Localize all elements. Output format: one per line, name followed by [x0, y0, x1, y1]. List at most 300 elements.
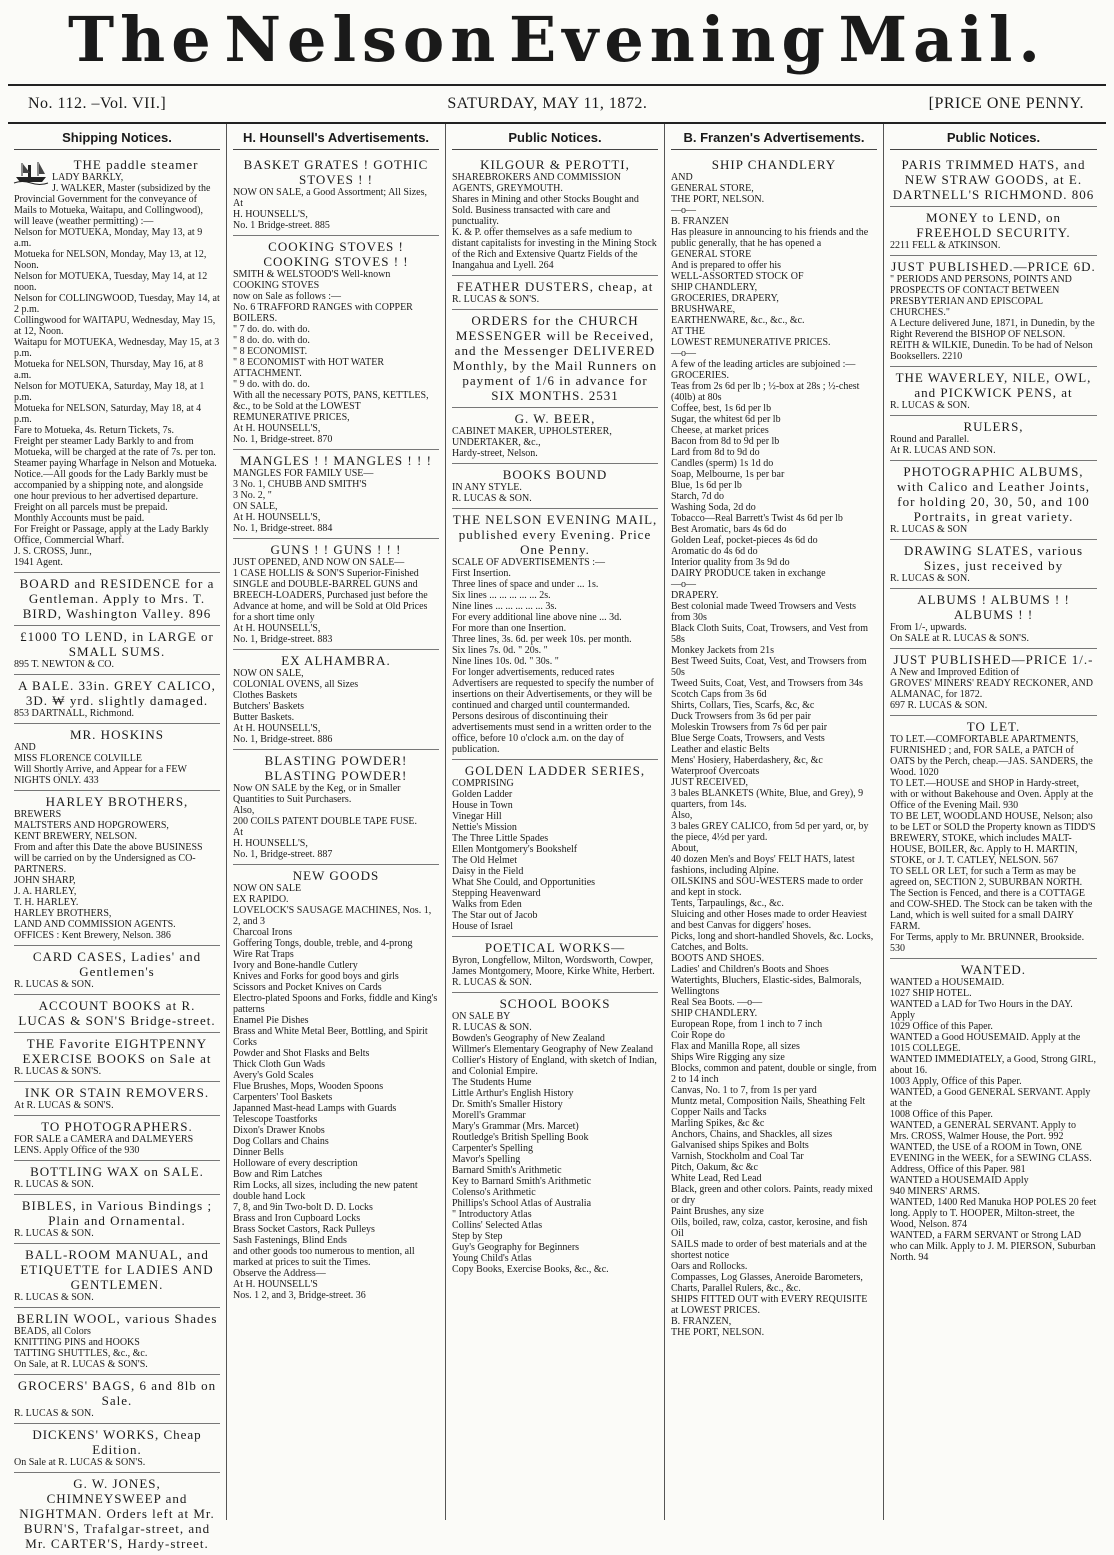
ad-text: Thick Cloth Gun Wads: [233, 1059, 326, 1070]
ad-text: Canvas, No. 1 to 7, from 1s per yard: [671, 1085, 817, 1096]
ad-title: THE NELSON EVENING MAIL, published every Evening. Price One Penny.: [452, 512, 658, 557]
ad-text: WELL-ASSORTED STOCK OF: [671, 271, 804, 282]
ad-text: FOR SALE a CAMERA and DALMEYERS LENS. Apply Office of the 930: [14, 1134, 194, 1156]
column: [227, 124, 446, 1520]
ad-text: Bowden's Geography of New Zealand: [452, 1033, 605, 1044]
advertisement: [452, 310, 658, 408]
ad-text: IN ANY STYLE.: [452, 482, 522, 493]
ad-text: MALTSTERS AND HOPGROWERS,: [14, 820, 169, 831]
ad-text: R. LUCAS & SON.: [14, 1408, 94, 1419]
column-heading: Public Notices.: [890, 124, 1097, 150]
ad-text: Varnish, Stockholm and Coal Tar: [671, 1151, 804, 1162]
ad-title: THE Favorite EIGHTPENNY EXERCISE BOOKS on Sale at: [22, 1036, 212, 1066]
advertisement: [890, 959, 1097, 1267]
issue-date: SATURDAY, MAY 11, 1872.: [447, 95, 648, 112]
ad-text: Also,: [671, 810, 693, 821]
ad-title: THE WAVERLEY, NILE, OWL, and PICKWICK PENS, at: [895, 370, 1092, 400]
advertisement: [14, 1195, 220, 1244]
ad-text: Butchers' Baskets: [233, 701, 304, 712]
ad-text: NOW ON SALE: [233, 883, 302, 894]
ad-text: Sugar, the whitest 6d per lb: [671, 414, 781, 425]
ad-text: J. A. HARLEY,: [14, 886, 77, 897]
ad-text: The Students Hume: [452, 1077, 532, 1088]
ad-text: 1027 SHIP HOTEL.: [890, 988, 972, 999]
ad-text: Goffering Tongs, double, treble, and 4-prong: [233, 938, 413, 949]
ad-text: Fare to Motueka, 4s. Return Tickets, 7s.: [14, 425, 174, 436]
ad-text: No. 1, Bridge-street. 870: [233, 434, 333, 445]
ad-text: DRAPERY.: [671, 590, 719, 601]
ad-title: GOLDEN LADDER SERIES,: [464, 763, 646, 778]
ad-text: On SALE at R. LUCAS & SON'S.: [890, 633, 1030, 644]
ad-text: Galvanised ships Spikes and Bolts: [671, 1140, 809, 1151]
ad-text: AT THE: [671, 326, 705, 337]
ad-text: COMPRISING: [452, 778, 514, 789]
ad-text: Butter Baskets.: [233, 712, 295, 723]
ad-text: —o—: [671, 579, 696, 590]
ad-text: NOW ON SALE,: [233, 668, 304, 679]
advertisement: [452, 509, 658, 760]
ad-text: WANTED, a Good GENERAL SERVANT. Apply at the: [890, 1087, 1091, 1109]
ad-text: Japanned Mast-head Lamps with Guards: [233, 1103, 397, 1114]
ad-title: ALBUMS ! ALBUMS ! ! ALBUMS ! !: [917, 592, 1070, 622]
ad-text: JUST RECEIVED,: [671, 777, 749, 788]
advertisement: [14, 1082, 220, 1116]
ad-title: SHIP CHANDLERY: [711, 157, 837, 172]
advertisement: [890, 207, 1097, 256]
ad-text: R. LUCAS & SON.: [890, 400, 970, 411]
ad-text: Three lines, 3s. 6d. per week 10s. per month.: [452, 634, 632, 645]
ad-text: 940 MINERS' ARMS.: [890, 1186, 980, 1197]
ad-title: BASKET GRATES ! GOTHIC STOVES ! !: [243, 157, 429, 187]
ad-text: Motueka for NELSON, Thursday, May 16, at 8 a.m.: [14, 359, 204, 381]
ad-text: Wire Rat Traps: [233, 949, 294, 960]
ad-text: Six lines 7s. 0d. " 20s. ": [452, 645, 548, 656]
ad-text: And is prepared to offer his: [671, 260, 782, 271]
ad-text: Flax and Manilla Rope, all sizes: [671, 1041, 800, 1052]
ad-text: At: [233, 198, 243, 209]
ad-text: NOW ON SALE, a Good Assortment; All Sizes,: [233, 187, 427, 198]
ad-text: Compasses, Log Glasses, Aneroide Barometers, Charts, Parallel Rulers, &c., &c.: [671, 1272, 863, 1294]
ad-text: Vinegar Hill: [452, 811, 502, 822]
ad-text: AND: [671, 172, 693, 183]
ad-text: JUST OPENED, AND NOW ON SALE—: [233, 557, 405, 568]
issue-number: No. 112. –Vol. VII.]: [28, 95, 167, 112]
ad-text: Real Sea Boots. —o—: [671, 997, 763, 1008]
ad-text: REITH & WILKIE, Dunedin. To be had of Nelson Booksellers. 2210: [890, 340, 1093, 362]
ad-text: The Three Little Spades: [452, 833, 549, 844]
ad-text: Powder and Shot Flasks and Belts: [233, 1048, 370, 1059]
ad-text: 1 CASE HOLLIS & SON'S Superior-Finished SINGLE and DOUBLE-BARREL GUNS and BREECH-LOADERS, Purchased just before the Advance at home, and will be Sold at Old Prices for a short time only: [233, 568, 428, 623]
ad-text: now on Sale as follows :—: [233, 291, 342, 302]
ad-text: GENERAL STORE,: [671, 183, 754, 194]
ad-text: R. LUCAS & SON.: [14, 1228, 94, 1239]
ad-text: Dixon's Drawer Knobs: [233, 1125, 325, 1136]
ad-text: Daisy in the Field: [452, 866, 524, 877]
ad-title: GUNS ! ! GUNS ! ! !: [270, 542, 402, 557]
ad-text: Blocks, common and patent, double or single, from 2 to 14 inch: [671, 1063, 877, 1085]
ad-text: At H. HOUNSELL'S,: [233, 723, 321, 734]
ad-text: THE PORT, NELSON.: [671, 194, 765, 205]
ad-text: House of Israel: [452, 921, 514, 932]
advertisement: [890, 716, 1097, 959]
ad-title: RULERS,: [963, 419, 1024, 434]
ad-text: GROVES' MINERS' READY RECKONER, AND ALMANAC, for 1872.: [890, 678, 1093, 700]
ad-text: The Old Helmet: [452, 855, 517, 866]
ad-text: R. LUCAS & SON.: [14, 1179, 94, 1190]
column-heading: Public Notices.: [452, 124, 658, 150]
ad-title: BERLIN WOOL, various Shades: [16, 1311, 218, 1326]
ad-text: Moleskin Trowsers from 7s 6d per pair: [671, 722, 828, 733]
ad-text: J. WALKER, Master (subsidized by the Provincial Government for the conveyance of Mails to Motueka, Waitapu, and Collingwood), will leave (weather permitting) :—: [14, 183, 211, 227]
ad-title: ACCOUNT BOOKS at R. LUCAS & SON'S Bridge-street.: [18, 998, 216, 1028]
ad-text: —o—: [671, 348, 696, 359]
ad-text: Bacon from 8d to 9d per lb: [671, 436, 780, 447]
advertisement: [14, 1033, 220, 1082]
ad-text: KENT BREWERY, NELSON.: [14, 831, 137, 842]
ad-title: G. W. BEER,: [514, 411, 596, 426]
ad-text: Sash Fastenings, Blind Ends: [233, 1235, 347, 1246]
advertisement: [233, 539, 439, 650]
ad-title: MONEY to LEND, on FREEHOLD SECURITY.: [916, 210, 1071, 240]
ad-text: Ladies' and Children's Boots and Shoes: [671, 964, 829, 975]
ad-text: SHIP CHANDLERY,: [671, 282, 758, 293]
ad-text: Now ON SALE by the Keg, or in Smaller Quantities to Suit Purchasers.: [233, 783, 401, 805]
ad-text: Key to Barnard Smith's Arithmetic: [452, 1176, 592, 1187]
ad-text: Sluicing and other Hoses made to order Heaviest and best Canvas for diggers' hoses.: [671, 909, 867, 931]
ad-text: SMITH & WELSTOOD'S Well-known: [233, 269, 391, 280]
advertisement: [452, 276, 658, 310]
ad-title: POETICAL WORKS—: [484, 940, 626, 955]
ad-text: A Lecture delivered June, 1871, in Dunedin, by the Right Reverend the BISHOP OF NELSON.: [890, 318, 1095, 340]
ad-text: Has pleasure in announcing to his friends and the public generally, that he has opened a: [671, 227, 869, 249]
ad-text: 1941 Agent.: [14, 557, 63, 568]
ad-text: R. LUCAS & SON'S.: [14, 1066, 102, 1077]
ad-text: 1015 COLLEGE.: [890, 1043, 961, 1054]
ad-text: Ivory and Bone-handle Cutlery: [233, 960, 358, 971]
ad-text: Black, green and other colors. Paints, ready mixed or dry: [671, 1184, 873, 1206]
ad-text: At: [233, 827, 243, 838]
ad-text: Also,: [233, 805, 255, 816]
ad-text: JOHN SHARP,: [14, 875, 76, 886]
ad-text: BOOTS AND SHOES.: [671, 953, 765, 964]
advertisement: [890, 154, 1097, 207]
ad-title: BOTTLING WAX on SALE.: [30, 1164, 204, 1179]
ad-text: 853 DARTNALL, Richmond.: [14, 708, 134, 719]
ad-text: Tobacco—Real Barrett's Twist 4s 6d per lb: [671, 513, 843, 524]
ad-text: For more than one Insertion.: [452, 623, 567, 634]
ad-text: Copper Nails and Tacks: [671, 1107, 767, 1118]
ad-text: Notice.—All goods for the Lady Barkly must be accompanied by a shipping note, and alongside one hour previous to her advertised departure.: [14, 469, 208, 502]
ad-text: Soap, Melbourne, 1s per bar: [671, 469, 785, 480]
column: [884, 124, 1103, 1520]
ad-text: For Terms, apply to Mr. BRUNNER, Brookside. 530: [890, 932, 1085, 954]
ad-text: Stepping Heavenward: [452, 888, 541, 899]
ad-text: At H. HOUNSELL'S,: [233, 423, 321, 434]
steamer-ship-icon: [14, 159, 48, 185]
ad-text: SHIP CHANDLERY.: [671, 1008, 758, 1019]
ad-text: K. & P. offer themselves as a safe medium to distant capitalists for investing in the Mining Stock of the Rich and Extensive Quartz Fields of the Inangahua and Lyell. 264: [452, 227, 657, 271]
ad-text: " Introductory Atlas: [452, 1209, 532, 1220]
ad-text: Ships Wire Rigging any size: [671, 1052, 785, 1063]
ad-text: What She Could, and Opportunities: [452, 877, 596, 888]
ad-text: Freight per steamer Lady Barkly to and from Motueka, will be charged at the rate of 7s. per ton. Steamer paying Wharfage in Nelson and Motueka.: [14, 436, 217, 469]
ad-text: " 7 do. do. with do.: [233, 324, 310, 335]
ad-title: COOKING STOVES ! COOKING STOVES ! !: [263, 239, 409, 269]
ad-text: SCALE OF ADVERTISEMENTS :—: [452, 557, 606, 568]
advertisement: [233, 650, 439, 750]
ad-text: WANTED a Good HOUSEMAID. Apply at the: [890, 1032, 1081, 1043]
ad-title: MR. HOSKINS: [69, 727, 165, 742]
ad-text: White Lead, Red Lead: [671, 1173, 762, 1184]
advertisement: [452, 154, 658, 276]
ad-title: £1000 TO LEND, in LARGE or SMALL SUMS.: [20, 629, 214, 659]
ad-text: Three lines of space and under ... 1s.: [452, 579, 599, 590]
ad-text: Candles (sperm) 1s 1d do: [671, 458, 774, 469]
ad-text: TO SELL OR LET, for such a Term as may be agreed on, SECTION 2, SUBURBAN NORTH. The Section is Fenced, and there is a COTTAGE and COW-SHED. The Stock can be taken with the Land, which is well suited for a small DAIRY FARM.: [890, 866, 1093, 932]
ad-text: For every additional line above nine ... 3d.: [452, 612, 622, 623]
ad-text: WANTED, 1400 Red Manuka HOP POLES 20 feet long. Apply to T. HOOPER, Milton-street, the Wood, Nelson. 874: [890, 1197, 1097, 1230]
advertisement: [14, 946, 220, 995]
ad-text: Best colonial made Tweed Trowsers and Vests from 30s: [671, 601, 857, 623]
ad-text: Advertisers are requested to specify the number of insertions on their Advertisements, or they will be continued and charged until countermanded.: [452, 678, 654, 711]
ad-text: About,: [671, 843, 699, 854]
advertisement: [890, 367, 1097, 416]
ad-text: Paint Brushes, any size: [671, 1206, 764, 1217]
ad-title: PHOTOGRAPHIC ALBUMS, with Calico and Leather Joints, for holding 20, 30, 50, and 100 Portraits, in great variety.: [896, 464, 1091, 524]
ad-text: KNITTING PINS and HOOKS: [14, 1337, 140, 1348]
ad-text: Bow and Rim Latches: [233, 1169, 323, 1180]
ad-text: Carpenter's Spelling: [452, 1143, 533, 1154]
advertisement: [14, 1308, 220, 1375]
ad-text: Guy's Geography for Beginners: [452, 1242, 580, 1253]
ad-text: No. 1, Bridge-street. 883: [233, 634, 333, 645]
ad-text: Waitapu for MOTUEKA, Wednesday, May 15, at 3 p.m.: [14, 337, 220, 359]
ad-text: " PERIODS AND PERSONS, POINTS AND PROSPECTS OF CONTACT BETWEEN PRESBYTERIAN AND EPISCOPAL CHURCHES.": [890, 274, 1072, 318]
ad-title: NEW GOODS: [292, 868, 380, 883]
ad-title: INK OR STAIN REMOVERS.: [24, 1085, 210, 1100]
ad-text: The Star out of Jacob: [452, 910, 538, 921]
ad-text: COOKING STOVES: [233, 280, 320, 291]
ad-text: R. LUCAS & SON.: [14, 1292, 94, 1303]
ad-text: B. FRANZEN: [671, 216, 729, 227]
ad-text: TO BE LET, WOODLAND HOUSE, Nelson; also to be LET or SOLD the Property known as TIDD'S BREWERY, STOKE, which includes MALT-HOUSE, BOILER, &c. Apply to H. MARTIN, STOKE, or J. T. CATLEY, NELSON. 567: [890, 811, 1096, 866]
ad-text: DAIRY PRODUCE taken in exchange: [671, 568, 826, 579]
advertisement: [14, 675, 220, 724]
ad-text: 1008 Office of this Paper.: [890, 1109, 993, 1120]
ad-text: BRUSHWARE,: [671, 304, 736, 315]
ad-text: Mavor's Spelling: [452, 1154, 521, 1165]
ad-text: Duck Trowsers from 3s 6d per pair: [671, 711, 811, 722]
ad-title: BIBLES, in Various Bindings ; Plain and Ornamental.: [21, 1198, 213, 1228]
ad-text: 3 bales GREY CALICO, from 5d per yard, or, by the piece, 4½d per yard.: [671, 821, 869, 843]
ad-text: Mens' Hosiery, Haberdashery, &c, &c: [671, 755, 823, 766]
ad-title: BLASTING POWDER! BLASTING POWDER!: [264, 753, 408, 783]
ad-text: R. LUCAS & SON.: [452, 493, 532, 504]
ad-text: Walks from Eden: [452, 899, 522, 910]
ad-text: BREWERS: [14, 809, 62, 820]
ad-title: BOARD and RESIDENCE for a Gentleman. Apply to Mrs. T. BIRD, Washington Valley. 896: [19, 576, 215, 621]
ad-text: At R. LUCAS & SON'S.: [14, 1100, 114, 1111]
ad-text: Tents, Tarpaulings, &c., &c.: [671, 898, 784, 909]
ad-text: Colenso's Arithmetic: [452, 1187, 536, 1198]
ad-text: Brass Socket Castors, Rack Pulleys: [233, 1224, 375, 1235]
ad-text: TO LET.—COMFORTABLE APARTMENTS, FURNISHED ; and, FOR SALE, a PATCH of OATS by the Perch, cheap.—JAS. SANDERS, the Wood. 1020: [890, 734, 1093, 778]
ad-text: LAND AND COMMISSION AGENTS.: [14, 919, 176, 930]
ad-text: Dinner Bells: [233, 1147, 284, 1158]
column-heading: Shipping Notices.: [14, 124, 220, 150]
ad-text: WANTED a HOUSEMAID.: [890, 977, 1005, 988]
advertisement: [233, 750, 439, 865]
ad-text: Cheese, at market prices: [671, 425, 769, 436]
ad-text: Nine lines ... ... ... ... ... 3s.: [452, 601, 557, 612]
ad-title: ORDERS for the CHURCH MESSENGER will be Received, and the Messenger DELIVERED Monthly, by the Mail Runners on payment of 1/6 in advance for SIX MONTHS. 2531: [452, 313, 658, 403]
ad-title: FEATHER DUSTERS, cheap, at: [456, 279, 654, 294]
advertisement: [14, 1116, 220, 1161]
ad-text: MISS FLORENCE COLVILLE: [14, 753, 142, 764]
ad-title: JUST PUBLISHED.—PRICE 6D.: [891, 259, 1096, 274]
ad-text: From 1/-, upwards.: [890, 622, 967, 633]
ad-text: H. HOUNSELL'S,: [233, 838, 308, 849]
ad-text: " 8 ECONOMIST.: [233, 346, 308, 357]
ad-text: Brass and Iron Cupboard Locks: [233, 1213, 361, 1224]
ad-text: Blue, 1s 6d per lb: [671, 480, 742, 491]
advertisement: [14, 791, 220, 946]
ad-text: Motueka for NELSON, Monday, May 13, at 12, Noon.: [14, 249, 207, 271]
ad-title: WANTED.: [960, 962, 1027, 977]
column: [446, 124, 665, 1520]
ad-text: BEADS, all Colors: [14, 1326, 91, 1337]
ad-text: Six lines ... ... ... ... ... 2s.: [452, 590, 551, 601]
ad-text: No. 1 Bridge-street. 885: [233, 220, 330, 231]
advertisement: [233, 236, 439, 450]
ad-text: Dr. Smith's Smaller History: [452, 1099, 563, 1110]
ad-text: Watertights, Bluchers, Elastic-sides, Balmorals, Wellingtons: [671, 975, 862, 997]
ad-text: Collins' Selected Atlas: [452, 1220, 543, 1231]
advertisement: [14, 724, 220, 791]
ad-text: Tweed Suits, Coat, Vest, and Trowsers from 34s: [671, 678, 863, 689]
ad-text: OILSKINS and SOU-WESTERS made to order and kept in stock.: [671, 876, 863, 898]
advertisement: [14, 1473, 220, 1555]
ad-title: G. W. JONES, CHIMNEYSWEEP and NIGHTMAN. Orders left at Mr. BURN'S, Trafalgar-street, and Mr. CARTER'S, Hardy-street.: [19, 1476, 215, 1551]
ad-text: Picks, long and short-handled Shovels, &c. Locks, Catches, and Bolts.: [671, 931, 874, 953]
ad-text: At H. HOUNSELL'S,: [233, 623, 321, 634]
issue-price: [PRICE ONE PENNY.: [928, 95, 1084, 112]
ad-title: TO LET.: [966, 719, 1021, 734]
advertisement: [14, 1244, 220, 1308]
ad-text: Monkey Jackets from 21s: [671, 645, 775, 656]
ad-text: R. LUCAS & SON'S.: [452, 294, 540, 305]
ad-text: 40 dozen Men's and Boys' FELT HATS, latest fashions, including Alpine.: [671, 854, 855, 876]
ad-title: SCHOOL BOOKS: [499, 996, 611, 1011]
ad-text: SHIPS FITTED OUT with EVERY REQUISITE at LOWEST PRICES.: [671, 1294, 868, 1316]
ad-text: AND: [14, 742, 36, 753]
ad-text: Shares in Mining and other Stocks Bought and Sold. Business transacted with care and punctuality.: [452, 194, 639, 227]
ad-text: 3 No. 1, CHUBB AND SMITH'S: [233, 479, 367, 490]
ad-text: Pitch, Oakum, &c &c: [671, 1162, 758, 1173]
ad-text: Nelson for MOTUEKA, Monday, May 13, at 9 a.m.: [14, 227, 203, 249]
ad-text: Carpenters' Tool Baskets: [233, 1092, 333, 1103]
ad-title: DICKENS' WORKS, Cheap Edition.: [32, 1427, 202, 1457]
ad-title: JUST PUBLISHED—PRICE 1/.-: [893, 652, 1094, 667]
ad-text: J. S. CROSS, Junr.,: [14, 546, 92, 557]
ad-text: 200 COILS PATENT DOUBLE TAPE FUSE.: [233, 816, 418, 827]
ad-text: EX RAPIDO.: [233, 894, 289, 905]
ad-text: CABINET MAKER, UPHOLSTERER, UNDERTAKER, &c.,: [452, 426, 612, 448]
ad-text: " 8 ECONOMIST with HOT WATER ATTACHMENT.: [233, 357, 385, 379]
ad-text: Starch, 7d do: [671, 491, 725, 502]
ad-text: Flue Brushes, Mops, Wooden Spoons: [233, 1081, 384, 1092]
ad-text: B. FRANZEN,: [671, 1316, 732, 1327]
ad-text: LOWEST REMUNERATIVE PRICES.: [671, 337, 831, 348]
advertisement: [14, 573, 220, 626]
ad-text: Collingwood for WAITAPU, Wednesday, May 15, at 12, Noon.: [14, 315, 216, 337]
ad-text: Lard from 8d to 9d do: [671, 447, 760, 458]
ad-text: Waterproof Overcoats: [671, 766, 760, 777]
ad-title: TO PHOTOGRAPHERS.: [41, 1119, 193, 1134]
ad-text: and other goods too numerous to mention, all marked at prices to suit the Times.: [233, 1246, 415, 1268]
ad-text: Ellen Montgomery's Bookshelf: [452, 844, 578, 855]
ad-text: EARTHENWARE, &c., &c., &c.: [671, 315, 805, 326]
ad-text: Interior quality from 3s 9d do: [671, 557, 790, 568]
ad-text: Teas from 2s 6d per lb ; ½-box at 28s ; ½-chest (40lb) at 80s: [671, 381, 860, 403]
ad-text: A New and Improved Edition of: [890, 667, 1020, 678]
ad-text: Marling Spikes, &c &c: [671, 1118, 765, 1129]
column-heading: H. Hounsell's Advertisements.: [233, 124, 439, 150]
ad-text: WANTED a LAD for Two Hours in the DAY. Apply: [890, 999, 1073, 1021]
advertisement: [452, 464, 658, 509]
masthead-word: Evening: [509, 2, 831, 76]
advertisement: [233, 865, 439, 1305]
column: [665, 124, 884, 1520]
ad-text: WANTED, a GENERAL SERVANT. Apply to Mrs. CROSS, Walmer House, the Port. 992: [890, 1120, 1076, 1142]
ad-text: Electro-plated Spoons and Forks, fiddle and King's patterns: [233, 993, 438, 1015]
ad-text: Nos. 1 2, and 3, Bridge-street. 36: [233, 1290, 366, 1301]
ad-text: 895 T. NEWTON & CO.: [14, 659, 114, 670]
ad-text: COLONIAL OVENS, all Sizes: [233, 679, 359, 690]
ad-text: Little Arthur's English History: [452, 1088, 574, 1099]
ad-text: Coffee, best, 1s 6d per lb: [671, 403, 772, 414]
ad-text: Nelson for COLLINGWOOD, Tuesday, May 14, at 2 p.m.: [14, 293, 220, 315]
ad-text: Byron, Longfellow, Milton, Wordsworth, Cowper, James Montgomery, Moore, Kirke White, Herbert.: [452, 955, 655, 977]
ad-text: MANGLES FOR FAMILY USE—: [233, 468, 374, 479]
ad-text: Observe the Address—: [233, 1268, 326, 1279]
ad-text: First Insertion.: [452, 568, 511, 579]
ad-text: Aromatic do 4s 6d do: [671, 546, 758, 557]
ad-text: Round and Parallel.: [890, 434, 970, 445]
ad-text: Step by Step: [452, 1231, 503, 1242]
ad-text: 1003 Apply, Office of this Paper.: [890, 1076, 1022, 1087]
ad-text: Will Shortly Arrive, and Appear for a FEW NIGHTS ONLY. 433: [14, 764, 187, 786]
ad-text: R. LUCAS & SON: [890, 524, 968, 535]
advertisement: [452, 760, 658, 937]
ad-text: 2211 FELL & ATKINSON.: [890, 240, 1001, 251]
ad-text: T. H. HARLEY.: [14, 897, 79, 908]
ad-title: MANGLES ! ! MANGLES ! ! !: [240, 453, 432, 468]
ad-text: R. LUCAS & SON.: [890, 573, 970, 584]
ad-text: 1029 Office of this Paper.: [890, 1021, 993, 1032]
ad-text: 697 R. LUCAS & SON.: [890, 700, 988, 711]
ad-text: Black Cloth Suits, Coat, Trowsers, and Vest from 58s: [671, 623, 869, 645]
ad-title: HARLEY BROTHERS,: [45, 794, 189, 809]
ad-text: Mary's Grammar (Mrs. Marcet): [452, 1121, 579, 1132]
advertisement: [233, 450, 439, 539]
ad-text: LADY BARKLY,: [52, 172, 124, 183]
ad-text: Nine lines 10s. 0d. " 30s. ": [452, 656, 559, 667]
ad-text: Avery's Gold Scales: [233, 1070, 314, 1081]
ad-text: Oils, boiled, raw, colza, castor, kerosine, and fish Oil: [671, 1217, 868, 1239]
ad-text: Barnard Smith's Arithmetic: [452, 1165, 562, 1176]
columns: [8, 124, 1106, 1551]
